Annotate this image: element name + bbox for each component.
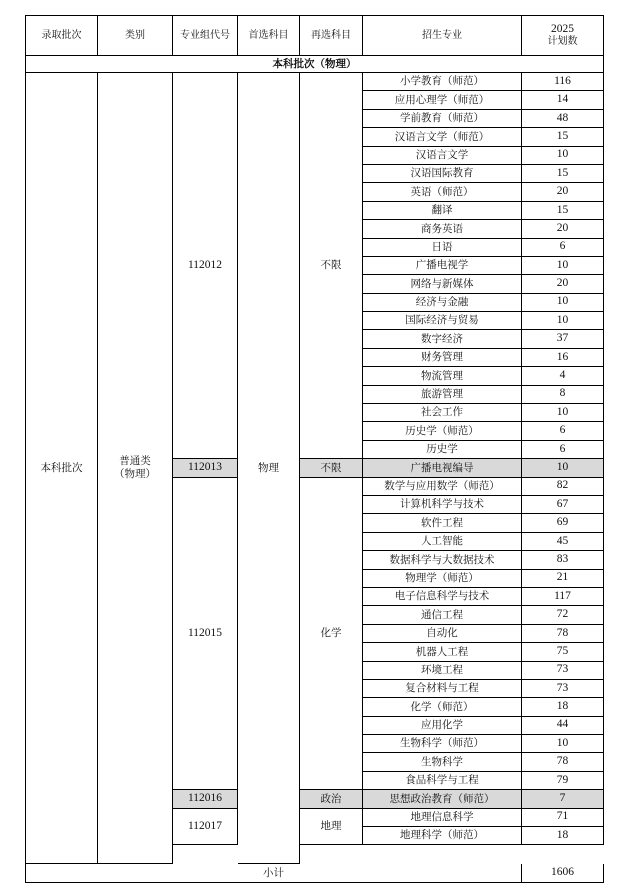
subtotal-label: 小计	[26, 864, 522, 883]
major-plan: 73	[522, 662, 604, 680]
major-plan: 6	[522, 239, 604, 257]
category-line2: （物理）	[114, 467, 156, 480]
major-name: 数据科学与大数据技术	[363, 551, 522, 569]
major-name: 生物科学（师范）	[363, 735, 522, 753]
major-name: 广播电视学	[363, 257, 522, 275]
second-subject-cell: 不限	[300, 459, 363, 477]
major-name: 商务英语	[363, 220, 522, 238]
header-plan	[522, 16, 604, 56]
major-name: 汉语言文学（师范）	[363, 128, 522, 146]
major-name: 食品科学与工程	[363, 772, 522, 790]
major-name: 翻译	[363, 202, 522, 220]
major-name: 数字经济	[363, 330, 522, 348]
major-plan: 20	[522, 183, 604, 201]
header-first-subject: 首选科目	[238, 16, 300, 56]
major-plan: 45	[522, 533, 604, 551]
major-name: 旅游管理	[363, 386, 522, 404]
header-second-subject: 再选科目	[300, 16, 363, 56]
major-name: 化学（师范）	[363, 698, 522, 716]
major-name: 人工智能	[363, 533, 522, 551]
second-subject-cell: 化学	[300, 478, 363, 791]
major-name: 历史学（师范）	[363, 422, 522, 440]
major-name: 广播电视编导	[363, 459, 522, 477]
major-name: 环境工程	[363, 662, 522, 680]
major-plan: 37	[522, 330, 604, 348]
major-plan: 117	[522, 588, 604, 606]
second-subject-cell: 地理	[300, 809, 363, 846]
major-name: 数学与应用数学（师范）	[363, 478, 522, 496]
major-name: 网络与新媒体	[363, 275, 522, 293]
major-name: 汉语言文学	[363, 147, 522, 165]
major-plan: 67	[522, 496, 604, 514]
section-title: 本科批次（物理）	[26, 56, 604, 73]
subtotal-value: 1606	[522, 864, 604, 883]
major-plan: 18	[522, 698, 604, 716]
major-plan: 16	[522, 349, 604, 367]
header-major: 招生专业	[363, 16, 522, 56]
batch-cell: 本科批次	[26, 73, 98, 864]
major-plan: 82	[522, 478, 604, 496]
major-name: 国际经济与贸易	[363, 312, 522, 330]
major-plan: 75	[522, 643, 604, 661]
header-plan-label: 计划数	[547, 36, 578, 48]
major-plan: 48	[522, 110, 604, 128]
enrollment-plan-table	[25, 15, 604, 883]
major-name: 地理信息科学	[363, 809, 522, 827]
major-name: 学前教育（师范）	[363, 110, 522, 128]
major-plan: 4	[522, 367, 604, 385]
major-plan: 10	[522, 735, 604, 753]
major-name: 电子信息科学与技术	[363, 588, 522, 606]
major-name: 社会工作	[363, 404, 522, 422]
major-plan: 10	[522, 147, 604, 165]
major-plan: 8	[522, 386, 604, 404]
major-name: 英语（师范）	[363, 183, 522, 201]
major-name: 汉语国际教育	[363, 165, 522, 183]
major-plan: 79	[522, 772, 604, 790]
category-cell	[98, 73, 173, 864]
major-plan: 10	[522, 294, 604, 312]
major-name: 自动化	[363, 625, 522, 643]
major-plan: 69	[522, 514, 604, 532]
group-code-cell: 112016	[173, 790, 238, 808]
major-name: 物流管理	[363, 367, 522, 385]
major-plan: 14	[522, 91, 604, 109]
second-subject-cell: 不限	[300, 73, 363, 459]
major-plan: 6	[522, 441, 604, 459]
major-plan: 44	[522, 717, 604, 735]
major-name: 思想政治教育（师范）	[363, 790, 522, 808]
category-line1: 普通类	[119, 455, 151, 468]
major-name: 财务管理	[363, 349, 522, 367]
group-code-cell: 112013	[173, 459, 238, 477]
major-plan: 10	[522, 459, 604, 477]
header-plan-year: 2025	[551, 22, 574, 35]
major-name: 软件工程	[363, 514, 522, 532]
major-plan: 15	[522, 165, 604, 183]
major-plan: 116	[522, 73, 604, 91]
second-subject-cell: 政治	[300, 790, 363, 808]
major-name: 小学教育（师范）	[363, 73, 522, 91]
first-subject-cell: 物理	[238, 73, 300, 864]
major-plan: 20	[522, 220, 604, 238]
group-code-cell: 112015	[173, 478, 238, 791]
major-name: 经济与金融	[363, 294, 522, 312]
major-plan: 73	[522, 680, 604, 698]
major-name: 应用心理学（师范）	[363, 91, 522, 109]
major-name: 地理科学（师范）	[363, 827, 522, 845]
major-name: 复合材料与工程	[363, 680, 522, 698]
major-plan: 71	[522, 809, 604, 827]
major-plan: 10	[522, 312, 604, 330]
major-name: 应用化学	[363, 717, 522, 735]
major-plan: 10	[522, 404, 604, 422]
group-code-cell: 112017	[173, 809, 238, 846]
major-name: 生物科学	[363, 753, 522, 771]
major-plan: 20	[522, 275, 604, 293]
major-plan: 18	[522, 827, 604, 845]
major-name: 历史学	[363, 441, 522, 459]
major-plan: 15	[522, 128, 604, 146]
major-name: 物理学（师范）	[363, 570, 522, 588]
major-name: 机器人工程	[363, 643, 522, 661]
major-plan: 72	[522, 606, 604, 624]
header-category: 类别	[98, 16, 173, 56]
major-plan: 78	[522, 625, 604, 643]
major-plan: 6	[522, 422, 604, 440]
major-name: 通信工程	[363, 606, 522, 624]
header-batch: 录取批次	[26, 16, 98, 56]
header-group-code: 专业组代号	[173, 16, 238, 56]
major-name: 计算机科学与技术	[363, 496, 522, 514]
major-plan: 83	[522, 551, 604, 569]
major-plan: 21	[522, 570, 604, 588]
major-plan: 78	[522, 753, 604, 771]
group-code-cell: 112012	[173, 73, 238, 459]
major-plan: 7	[522, 790, 604, 808]
major-plan: 15	[522, 202, 604, 220]
major-name: 日语	[363, 239, 522, 257]
major-plan: 10	[522, 257, 604, 275]
